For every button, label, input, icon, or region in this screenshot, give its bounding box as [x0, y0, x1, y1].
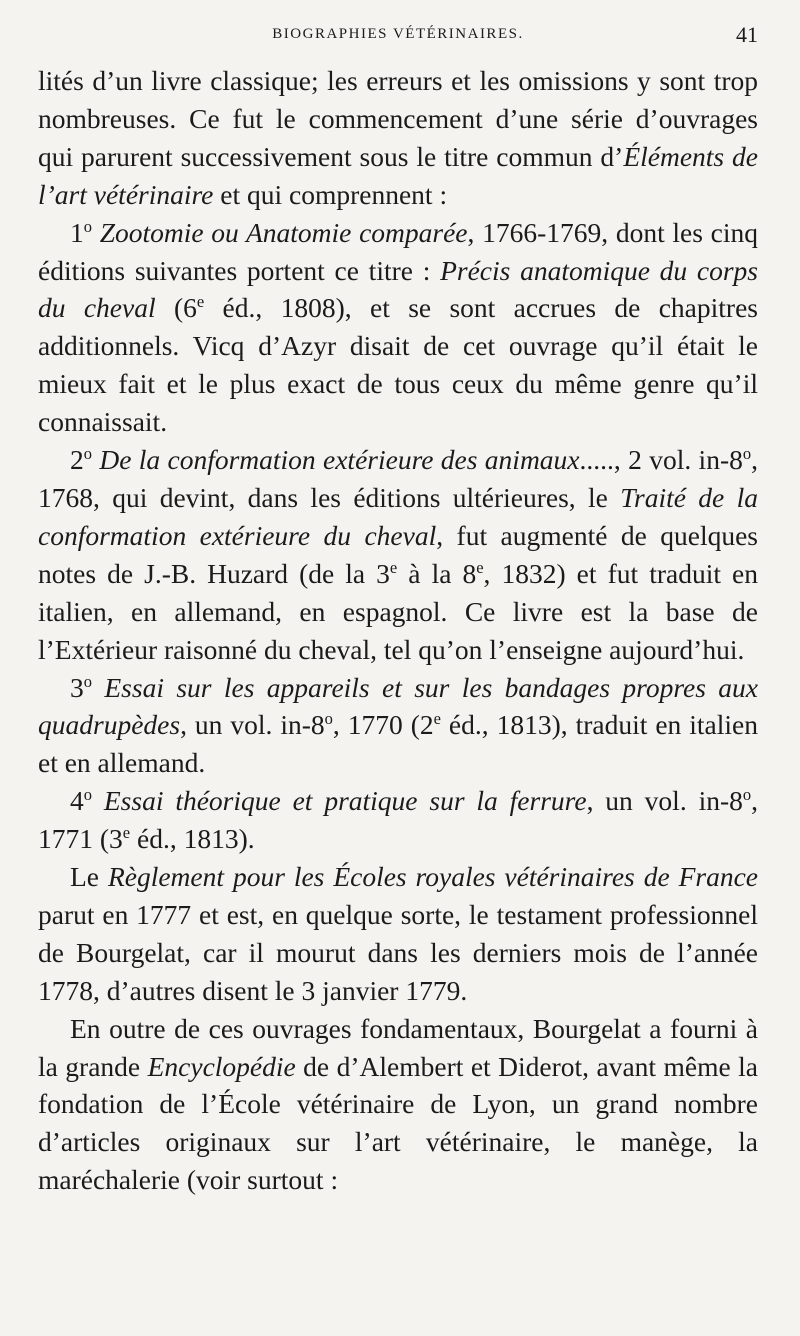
italic-title: Traité de la conformation extérieure du cheval [38, 481, 758, 551]
text-run: , 1766-1769, dont les cinq éditions suivantes portent ce titre : [38, 216, 758, 286]
paragraph-p5 [38, 782, 758, 858]
superscript: e [389, 557, 398, 577]
text-run: de d’Alembert et Diderot, avant même la fondation de l’École vétérinaire de Lyon, un grand nombre d’articles originaux sur l’art vétérinaire, le manège, la maréchalerie (voir surtout : [38, 1050, 759, 1196]
superscript: o [83, 785, 92, 805]
text-run [92, 785, 104, 816]
paragraph-p6 [38, 858, 758, 1010]
italic-title: Essai théorique et pratique sur la ferrure [103, 785, 587, 817]
italic-title: Précis anatomique du corps du cheval [38, 254, 758, 324]
text-run [92, 217, 100, 248]
italic-title: Éléments de l’art vétérinaire [38, 140, 758, 210]
text-run: , 1771 (3 [38, 785, 758, 855]
superscript: o [742, 785, 752, 805]
page-number: 41 [736, 22, 758, 47]
text-run: 4 [70, 785, 84, 817]
text-run: ....., 2 vol. in-8 [579, 444, 743, 476]
italic-title: Essai sur les appareils et sur les bandages propres aux quadrupèdes [38, 671, 758, 741]
running-title: BIOGRAPHIES VÉTÉRINAIRES. [272, 26, 524, 42]
text-run: parut en 1777 et est, en quelque sorte, le testament professionnel de Bourgelat, car il mourut dans les derniers mois de l’année 1778, d’autres disent le 3 janvier 1779. [38, 898, 758, 1006]
text-run: , 1768, qui devint, dans les éditions ultérieures, le [38, 444, 758, 513]
superscript: o [83, 671, 92, 691]
italic-title: De la conformation extérieure des animaux [99, 444, 580, 476]
superscript: o [324, 709, 333, 729]
text-run: , 1770 (2 [332, 709, 434, 741]
text-run [92, 672, 104, 703]
text-run: 1 [70, 216, 84, 248]
italic-title: Zootomie ou Anatomie comparée [99, 216, 468, 248]
superscript: o [742, 443, 752, 463]
body-text [38, 62, 758, 1199]
paragraph-p2 [38, 214, 758, 441]
paragraph-p3 [38, 441, 758, 668]
text-run: éd., 1808), et se sont accrues de chapitres additionnels. Vicq d’Azyr disait de cet ouvrage qu’il était le mieux fait et le plus exact de tous ceux du même genre qu’il connaissait. [38, 292, 758, 438]
italic-title: Encyclopédie [147, 1050, 296, 1082]
text-run: 3 [70, 671, 84, 703]
superscript: o [83, 443, 92, 463]
paragraph-p4 [38, 669, 758, 783]
superscript: e [122, 822, 131, 842]
text-run: , 1832) et fut traduit en italien, en allemand, en espagnol. Ce livre est la base de l’Extérieur raisonné du cheval, tel qu’on l’enseigne aujourd’hui. [38, 557, 758, 665]
superscript: o [83, 216, 92, 236]
text-run: Le [70, 861, 108, 893]
paragraph-p1 [38, 62, 758, 214]
italic-title: Règlement pour les Écoles royales vétérinaires de France [107, 861, 758, 893]
text-run: , un vol. in-8 [586, 785, 743, 817]
text-run: , fut augmenté de quelques notes de J.-B. Huzard (de la 3 [38, 519, 759, 589]
running-header [38, 22, 758, 62]
text-run: (6 [155, 292, 197, 324]
superscript: e [196, 292, 205, 312]
text-run: , un vol. in-8 [180, 709, 325, 741]
text-run: éd., 1813), traduit en italien et en allemand. [38, 709, 758, 779]
paragraph-p7 [38, 1010, 758, 1200]
text-run: et qui comprennent : [213, 178, 448, 210]
text-run: En outre de ces ouvrages fondamentaux, Bourgelat a fourni à la grande [38, 1012, 758, 1082]
text-run: lités d’un livre classique; les erreurs et les omissions y sont trop nombreuses. Ce fut le commencement d’une série d’ouvrages qui parurent successivement sous le titre commun d’ [38, 65, 758, 172]
text-run: 2 [70, 444, 84, 476]
text-run: à la 8 [397, 557, 477, 589]
text-run: éd., 1813). [130, 823, 255, 855]
superscript: e [433, 709, 441, 729]
superscript: e [476, 557, 484, 577]
